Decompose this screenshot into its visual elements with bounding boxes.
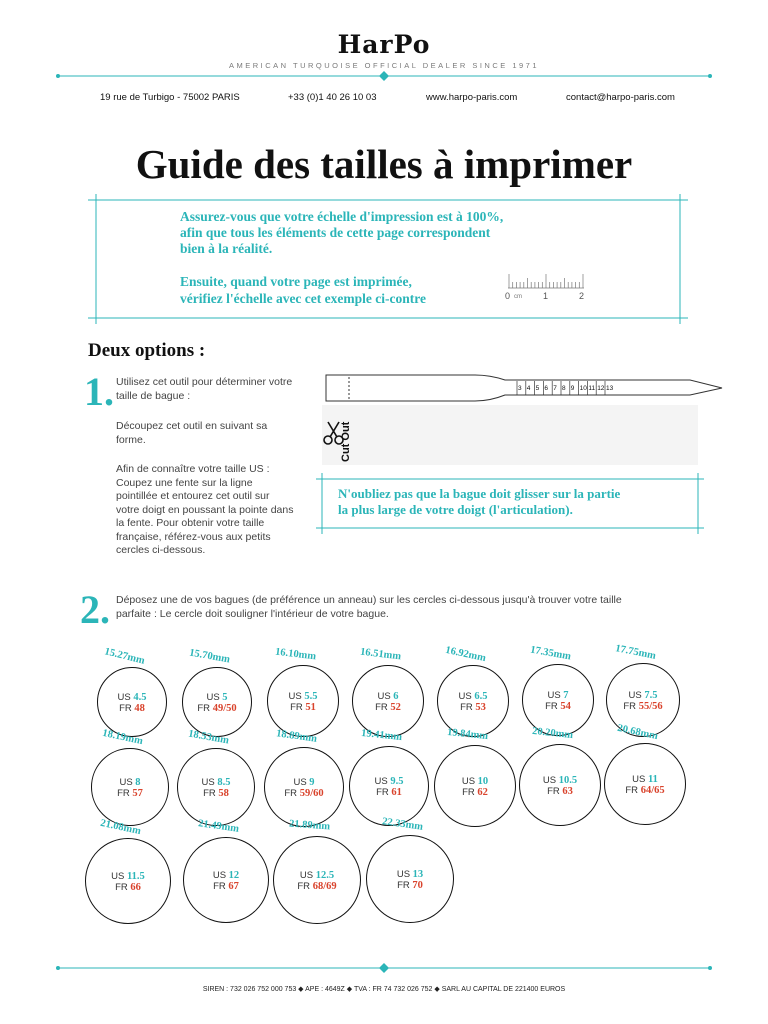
ring-us-size: US 11 bbox=[632, 774, 658, 785]
options-heading: Deux options : bbox=[88, 340, 206, 361]
intro-line: Ensuite, quand votre page est imprimée, bbox=[180, 274, 412, 289]
ring-us-size: US 4.5 bbox=[117, 692, 147, 703]
option-1-note: N'oubliez pas que la bague doit glisser sur la partie bbox=[338, 486, 621, 501]
tool-tick-label: 11 bbox=[588, 385, 596, 392]
ring-size-circle bbox=[604, 743, 686, 825]
ring-us-size: US 10 bbox=[461, 776, 489, 787]
ring-diameter-label: 16.10mm bbox=[274, 646, 317, 663]
ring-diameter-label: 19.84mm bbox=[446, 726, 489, 743]
contact-phone: +33 (0)1 40 26 10 03 bbox=[288, 92, 377, 103]
ring-us-size: US 6.5 bbox=[458, 691, 488, 702]
ring-diameter-label: 17.35mm bbox=[529, 644, 572, 663]
scale-label: 0 bbox=[505, 291, 511, 301]
ring-fr-size: FR 52 bbox=[375, 702, 401, 713]
ring-size-circle bbox=[97, 667, 167, 737]
ring-fr-size: FR 59/60 bbox=[284, 788, 324, 799]
ring-us-size: US 7.5 bbox=[628, 690, 658, 701]
ring-us-size: US 5 bbox=[206, 692, 228, 703]
ring-fr-size: FR 53 bbox=[460, 702, 486, 713]
tool-tick-label: 12 bbox=[597, 385, 605, 392]
scale-label: cm bbox=[514, 294, 522, 300]
ring-us-size: US 6 bbox=[377, 691, 399, 702]
ring-us-size: US 10.5 bbox=[542, 775, 578, 786]
ring-diameter-label: 17.75mm bbox=[614, 643, 657, 662]
ring-diameter-label: 15.70mm bbox=[188, 647, 231, 666]
ring-diameter-label: 21.08mm bbox=[99, 817, 142, 838]
ring-us-size: US 9.5 bbox=[374, 776, 404, 787]
ring-diameter-label: 16.92mm bbox=[444, 644, 487, 665]
ring-fr-size: FR 49/50 bbox=[197, 703, 237, 714]
ring-us-size: US 8.5 bbox=[201, 777, 231, 788]
intro-line: Assurez-vous que votre échelle d'impression est à 100%, bbox=[180, 209, 504, 224]
ring-diameter-label: 18.53mm bbox=[187, 728, 230, 747]
ring-size-circle bbox=[273, 836, 361, 924]
scale-label: 2 bbox=[579, 291, 585, 301]
contact-address: 19 rue de Turbigo - 75002 PARIS bbox=[100, 92, 240, 103]
ring-size-circle bbox=[349, 746, 429, 826]
ring-size-circle bbox=[85, 838, 171, 924]
tool-tick-label: 9 bbox=[570, 385, 575, 392]
tool-tick-label: 13 bbox=[606, 385, 614, 392]
cut-out-label: Cut Out bbox=[340, 421, 352, 462]
brand-logo: HarPo bbox=[337, 30, 431, 59]
ring-fr-size: FR 66 bbox=[115, 882, 141, 893]
scale-label: 1 bbox=[543, 291, 549, 301]
ring-us-size: US 13 bbox=[396, 869, 424, 880]
ring-diameter-label: 20.20mm bbox=[531, 725, 574, 742]
tool-tick-label: 7 bbox=[553, 385, 557, 392]
ring-us-size: US 12.5 bbox=[299, 870, 335, 881]
ring-diameter-label: 16.51mm bbox=[359, 646, 402, 663]
ring-us-size: US 12 bbox=[212, 870, 240, 881]
ring-us-size: US 8 bbox=[119, 777, 141, 788]
ring-diameter-label: 22.33mm bbox=[381, 816, 424, 833]
ring-fr-size: FR 70 bbox=[397, 880, 423, 891]
ring-fr-size: FR 68/69 bbox=[297, 881, 337, 892]
option-2-number: 2. bbox=[80, 587, 110, 632]
ring-fr-size: FR 54 bbox=[545, 701, 571, 712]
ring-us-size: US 9 bbox=[293, 777, 315, 788]
footer-legal: SIREN : 732 026 752 000 753 ◆ APE : 4649Z ◆ TVA : FR 74 732 026 752 ◆ SARL AU CAPITAL DE 221400 EUROS bbox=[202, 986, 566, 993]
tool-tick-label: 8 bbox=[562, 385, 566, 392]
ring-fr-size: FR 63 bbox=[547, 786, 573, 797]
ring-size-circle bbox=[182, 667, 252, 737]
ring-size-circle bbox=[177, 748, 255, 826]
ring-fr-size: FR 64/65 bbox=[625, 785, 665, 796]
ring-fr-size: FR 62 bbox=[462, 787, 488, 798]
ring-size-circle bbox=[519, 744, 601, 826]
option-1-note: la plus large de votre doigt (l'articulation). bbox=[338, 502, 573, 517]
option-1-para1: Utilisez cet outil pour déterminer votre taille de bague : bbox=[116, 376, 293, 402]
ring-size-circle bbox=[264, 747, 344, 827]
tool-tick-label: 4 bbox=[526, 385, 531, 392]
tool-tick-label: 10 bbox=[579, 385, 587, 392]
ring-diameter-label: 21.49mm bbox=[197, 818, 240, 835]
tool-tick-label: 3 bbox=[518, 385, 522, 392]
intro-line: vérifiez l'échelle avec cet exemple ci-contre bbox=[180, 291, 426, 306]
ring-fr-size: FR 67 bbox=[213, 881, 239, 892]
tool-tick-label: 6 bbox=[544, 385, 549, 392]
option-1-number: 1. bbox=[84, 369, 114, 414]
ring-size-circle bbox=[434, 745, 516, 827]
ring-fr-size: FR 58 bbox=[203, 788, 229, 799]
contact-website[interactable]: www.harpo-paris.com bbox=[426, 92, 518, 103]
brand-tagline: AMERICAN TURQUOISE OFFICIAL DEALER SINCE 1971 bbox=[228, 61, 540, 70]
ring-fr-size: FR 57 bbox=[117, 788, 143, 799]
intro-line: bien à la réalité. bbox=[180, 241, 273, 256]
ring-diameter-label: 18.19mm bbox=[101, 727, 144, 748]
page-title: Guide des tailles à imprimer bbox=[135, 141, 633, 187]
ring-diameter-label: 19.41mm bbox=[360, 727, 403, 744]
ring-us-size: US 11.5 bbox=[111, 871, 145, 882]
ring-size-circle bbox=[366, 835, 454, 923]
tool-tick-label: 5 bbox=[535, 385, 540, 392]
ring-size-circle bbox=[183, 837, 269, 923]
intro-line: afin que tous les éléments de cette page correspondent bbox=[180, 225, 491, 240]
option-2-para: Déposez une de vos bagues (de préférence un anneau) sur les cercles ci-dessous jusqu'à trouver votre taille parfaite : Le cercle doit souligner l'intérieur de votre bague. bbox=[116, 594, 622, 620]
ring-diameter-label: 15.27mm bbox=[103, 646, 146, 667]
ring-fr-size: FR 55/56 bbox=[623, 701, 663, 712]
ring-fr-size: FR 48 bbox=[119, 703, 145, 714]
ring-fr-size: FR 61 bbox=[376, 787, 402, 798]
option-1-para2: Découpez cet outil en suivant sa forme. bbox=[116, 420, 268, 446]
ring-diameter-label: 21.89mm bbox=[288, 818, 331, 833]
ring-us-size: US 7 bbox=[547, 690, 569, 701]
contact-email[interactable]: contact@harpo-paris.com bbox=[566, 92, 675, 103]
ring-size-circle bbox=[91, 748, 169, 826]
ring-diameter-label: 20.68mm bbox=[616, 722, 659, 743]
ring-diameter-label: 18.89mm bbox=[275, 728, 318, 745]
ring-size-circle bbox=[352, 665, 424, 737]
ring-size-circle bbox=[267, 665, 339, 737]
ring-us-size: US 5.5 bbox=[288, 691, 318, 702]
option-1-para3: Afin de connaître votre taille US : Coupez une fente sur la ligne pointillée et entourez cet outil sur votre doigt en poussant la pointe dans la fente. Pour obtenir votre taille française, référez-vous aux petits cercles ci-dessous. bbox=[116, 463, 294, 556]
ring-fr-size: FR 51 bbox=[290, 702, 316, 713]
